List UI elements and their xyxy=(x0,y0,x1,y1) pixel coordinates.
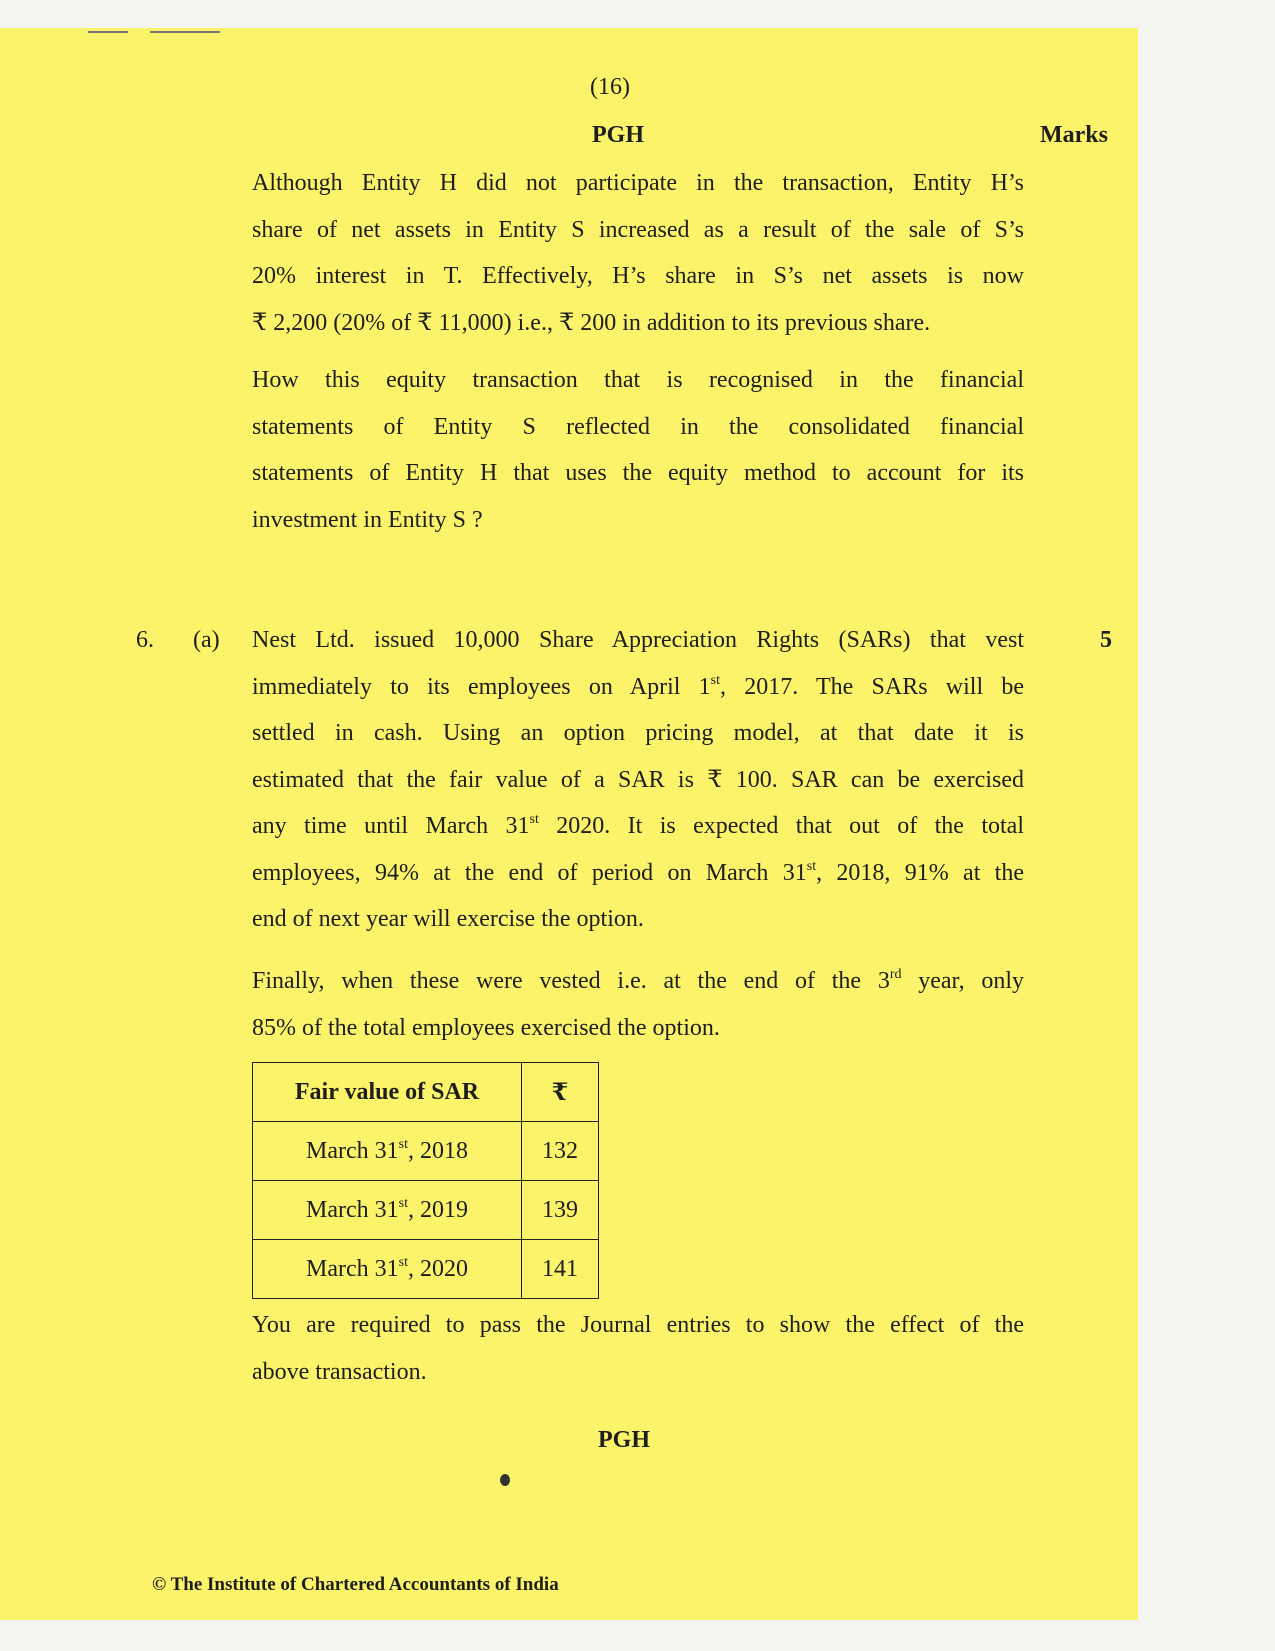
text-line: any time until March 31st 2020. It is expected that out of the total xyxy=(252,812,1024,839)
text-line: employees, 94% at the end of period on March 31st, 2018, 91% at the xyxy=(252,858,1025,886)
text-line: above transaction. xyxy=(252,1358,427,1385)
table-cell-value: 139 xyxy=(522,1181,599,1240)
text-line: settled in cash. Using an option pricing model, at that date it is xyxy=(252,720,1024,746)
copyright-notice: © The Institute of Chartered Accountants of India xyxy=(152,1574,559,1595)
text-line: end of next year will exercise the option. xyxy=(252,906,644,932)
text-line: Finally, when these were vested i.e. at the end of the 3rd year, only xyxy=(252,967,1024,994)
page-number: (16) xyxy=(590,74,630,100)
q6-paragraph xyxy=(252,617,1024,943)
q6-final-paragraph xyxy=(252,958,1024,1051)
paper-code: PGH xyxy=(592,122,644,148)
text-line: immediately to its employees on April 1st, 2017. The SARs will be xyxy=(252,672,1024,700)
table-cell-date: March 31st, 2018 xyxy=(253,1122,522,1181)
text-line: investment in Entity S ? xyxy=(252,506,483,533)
q5-paragraph-2 xyxy=(252,357,1024,543)
table-cell-value: 132 xyxy=(522,1122,599,1181)
text-line: Nest Ltd. issued 10,000 Share Appreciation Rights (SARs) that vest xyxy=(252,627,1024,653)
table-header-row xyxy=(253,1063,599,1122)
text-line: estimated that the fair value of a SAR is ₹ 100. SAR can be exercised xyxy=(252,766,1024,793)
question-marks: 5 xyxy=(1100,627,1112,653)
table-cell-date: March 31st, 2019 xyxy=(253,1181,522,1240)
table-cell-date: March 31st, 2020 xyxy=(253,1240,522,1299)
scan-mark xyxy=(150,31,220,33)
text-line: statements of Entity S reflected in the consolidated financial xyxy=(252,413,1024,440)
table-row xyxy=(253,1122,599,1181)
marks-heading: Marks xyxy=(1040,122,1108,148)
q6-requirement xyxy=(252,1302,1024,1395)
text-line: ₹ 2,200 (20% of ₹ 11,000) i.e., ₹ 200 in addition to its previous share. xyxy=(252,309,931,336)
question-number: 6. xyxy=(136,627,154,653)
text-line: statements of Entity H that uses the equity method to account for its xyxy=(252,460,1024,486)
table-row xyxy=(253,1240,599,1299)
sar-fair-value-table xyxy=(252,1062,599,1299)
footer-paper-code: PGH xyxy=(598,1427,650,1453)
scan-mark xyxy=(88,31,128,33)
table-header-cell: Fair value of SAR xyxy=(253,1063,522,1122)
question-part: (a) xyxy=(193,627,220,653)
text-line: share of net assets in Entity S increased as a result of the sale of S’s xyxy=(252,216,1024,243)
text-line: 85% of the total employees exercised the option. xyxy=(252,1014,720,1041)
text-line: Although Entity H did not participate in the transaction, Entity H’s xyxy=(252,170,1024,196)
text-line: You are required to pass the Journal entries to show the effect of the xyxy=(252,1312,1024,1338)
text-line: How this equity transaction that is recognised in the financial xyxy=(252,367,1024,393)
table-cell-value: 141 xyxy=(522,1240,599,1299)
q5-paragraph-1 xyxy=(252,160,1024,346)
table-header-cell: ₹ xyxy=(522,1063,599,1122)
scan-dot xyxy=(500,1474,510,1486)
text-line: 20% interest in T. Effectively, H’s share in S’s net assets is now xyxy=(252,263,1024,289)
table-row xyxy=(253,1181,599,1240)
